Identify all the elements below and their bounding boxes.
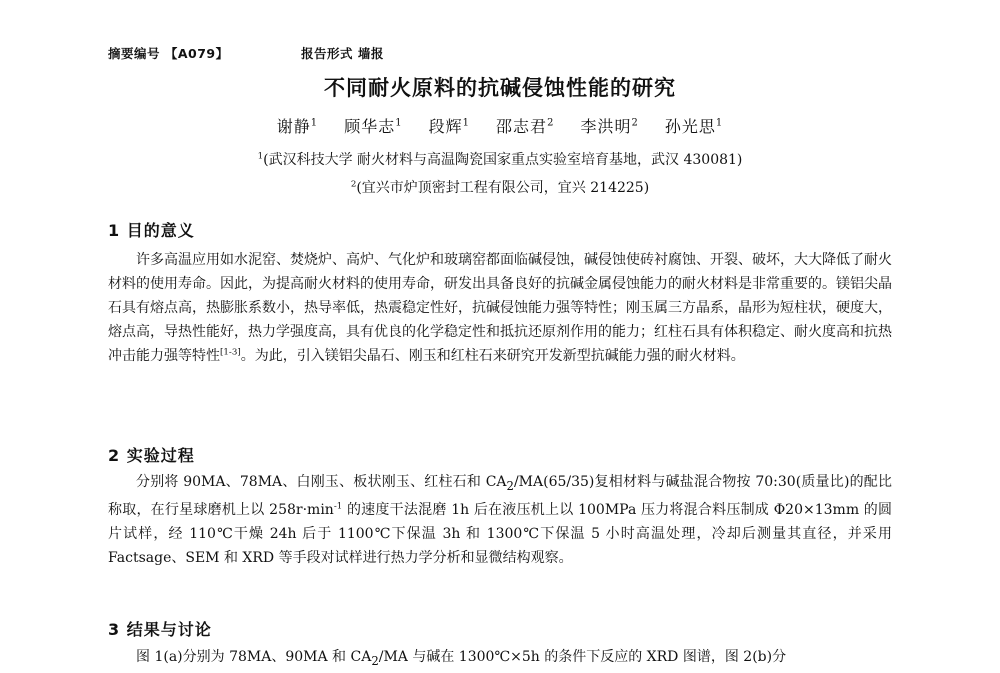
author: 段辉$^1$ [428, 117, 470, 136]
affiliation-1: $^1$(武汉科技大学 耐火材料与高温陶瓷国家重点实验室培育基地，武汉 430081) [257, 151, 743, 168]
author: 李洪明$^2$ [580, 117, 639, 136]
citation-ref: [1-3] [220, 347, 241, 358]
header-meta [108, 44, 384, 62]
abstract-number: 摘要编号 【A079】 [108, 46, 229, 61]
section-paragraph-results: 图 1(a)分别为 78MA、90MA 和 $CA_2/MA$ 与碱在 1300℃×5h 的条件下反应的 XRD 图谱，图 2(b)分 [136, 649, 787, 668]
author: 谢静$^1$ [276, 117, 319, 136]
section-heading-experiment: 2 实验过程 [108, 446, 195, 465]
report-form: 报告形式 墙报 [301, 46, 384, 61]
author: 邵志君$^2$ [496, 117, 555, 136]
paper-title: 不同耐火原料的抗碱侵蚀性能的研究 [324, 76, 676, 100]
section-paragraph-purpose: 许多高温应用如水泥窑、焚烧炉、高炉、气化炉和玻璃窑都面临碱侵蚀，碱侵蚀使砖衬腐蚀、开裂、破坏，大大降低了耐火材料的使用寿命。因此，为提高耐火材料的使用寿命，研发出具备良好的抗碱金属侵蚀能力的耐火材料是非常重要的。镁铝尖晶石具有熔点高，热膨胀系数小，热导率低，热震稳定性好，抗碱侵蚀能力强等特性；刚玉属三方晶系，晶形为短柱状，硬度大，熔点高，导热性能好，热力学强度高，具有优良的化学稳定性和抵抗还原剂作用的能力；红柱石具有体积稳定、耐火度高和抗热冲击能力强等特性[1-3]。为此，引入镁铝尖晶石、刚玉和红柱石来研究开发新型抗碱能力强的耐火材料。 [108, 252, 892, 364]
section-paragraph-experiment: 分别将 90MA、78MA、白刚玉、板状刚玉、红柱石和 $CA_2/MA(65/35)$复相材料与碱盐混合物按 70:30(质量比)的配比称取，在行星球磨机上以 $258r\cdot\min^{-1}$ 的速度干法混磨 1h 后在液压机上以 100MPa 压力将混合料压制成 Φ20×13mm 的圆片试样，经 110℃干燥 24h 后于 1100℃下保温 3h 和 1300℃下保温 5 小时高温处理，冷却后测量其直径，并采用 Factsage、SEM 和 XRD 等手段对试样进行热力学分析和显微结构观察。 [108, 474, 892, 566]
author-list [0, 114, 1000, 137]
section-heading-results: 3 结果与讨论 [108, 620, 212, 639]
author: 孙光思$^1$ [664, 117, 724, 136]
affiliation-2: $^2$(宜兴市炉顶密封工程有限公司，宜兴 214225) [350, 179, 650, 196]
author: 顾华志$^1$ [344, 117, 403, 136]
section-heading-purpose: 1 目的意义 [108, 221, 195, 240]
